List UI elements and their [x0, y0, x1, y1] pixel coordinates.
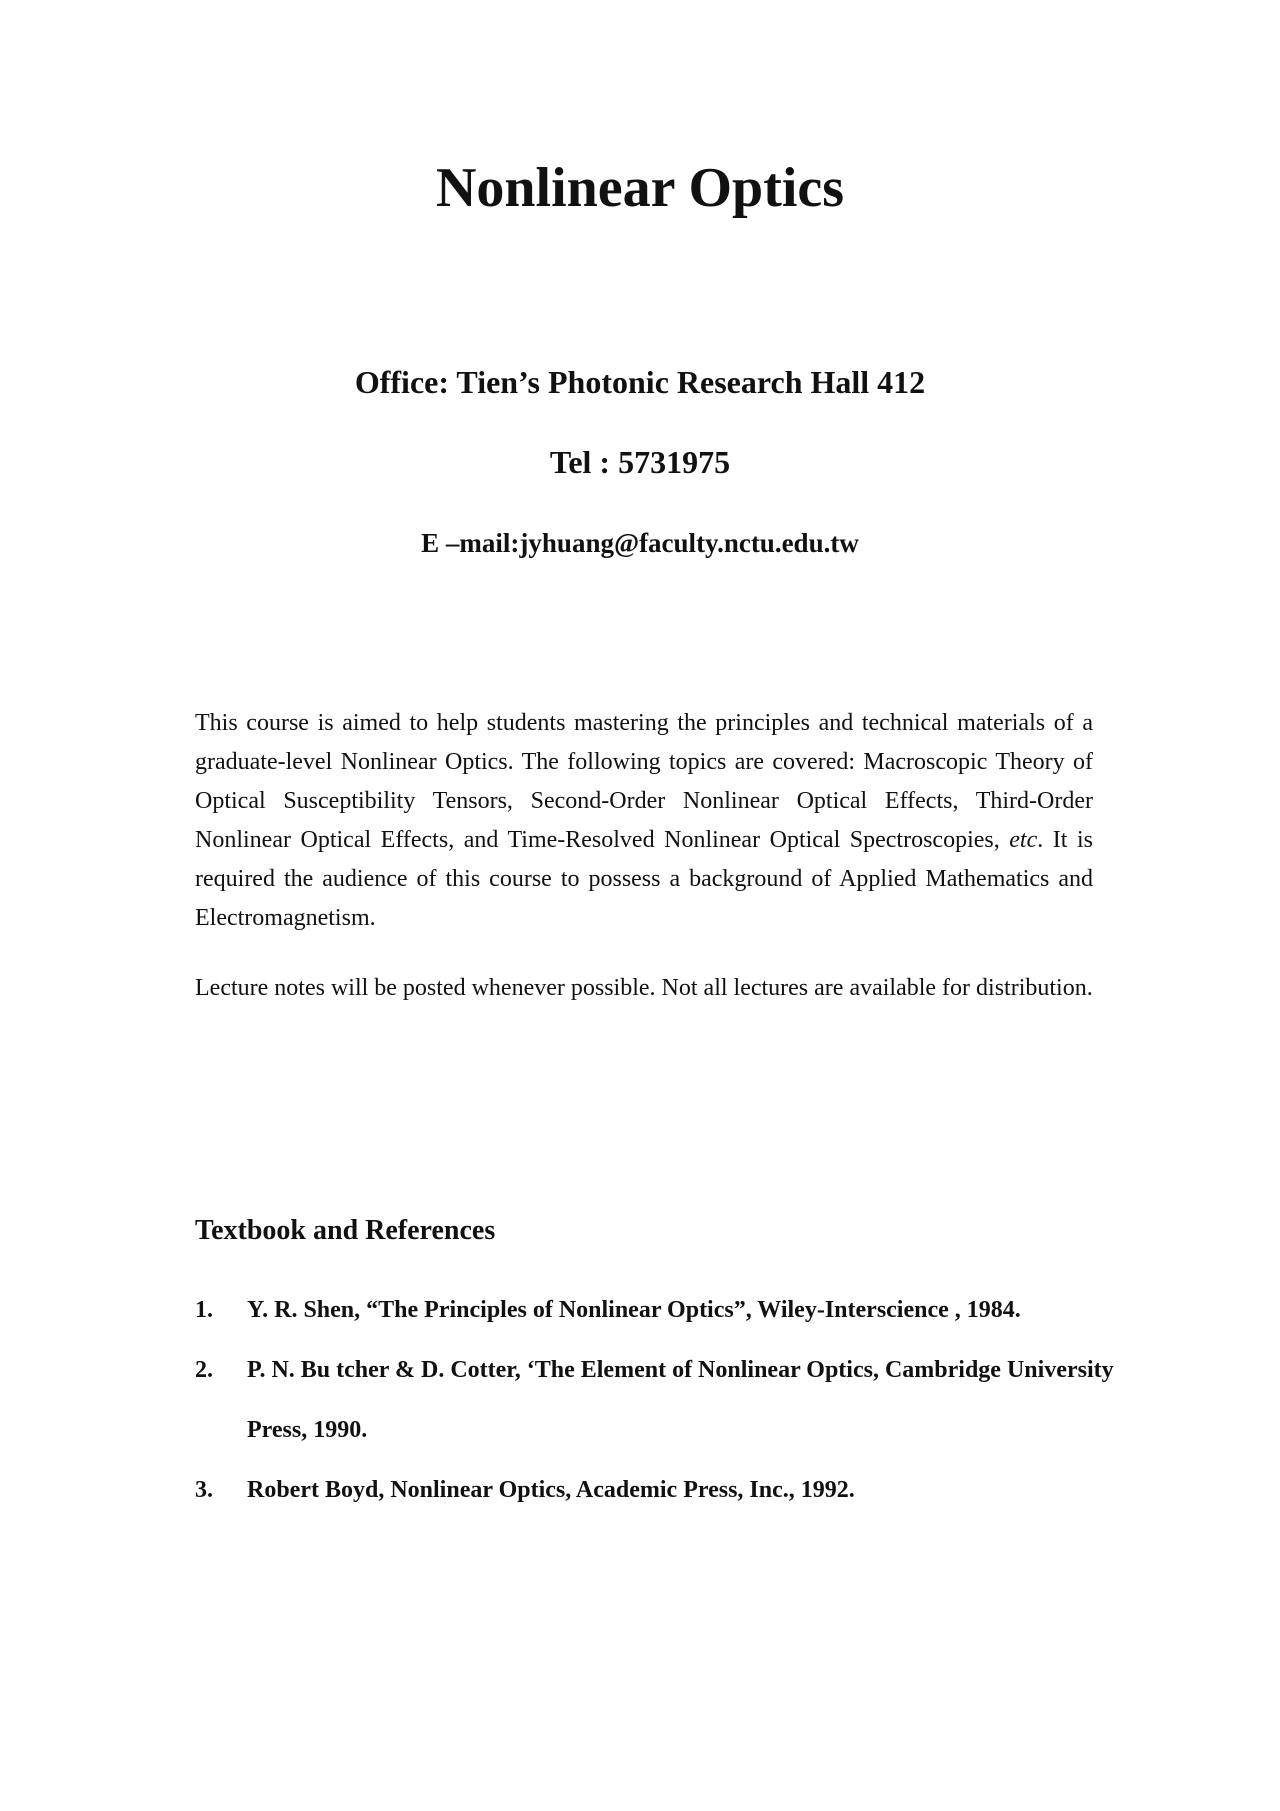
- lecture-notes-info: Lecture notes will be posted whenever possible. Not all lectures are available for distribution.: [195, 975, 1093, 1001]
- reference-text: Robert Boyd, Nonlinear Optics, Academic Press, Inc., 1992.: [247, 1477, 855, 1503]
- reference-item: [195, 1280, 1135, 1340]
- office-info: Office: Tien’s Photonic Research Hall 412: [354, 364, 926, 400]
- email-info: E –mail:jyhuang@faculty.nctu.edu.tw: [421, 528, 859, 558]
- references-list: [195, 1280, 1135, 1520]
- course-description: [195, 704, 1093, 938]
- reference-text: P. N. Bu tcher & D. Cotter, ‘The Element of Nonlinear Optics, Cambridge University Press, 1990.: [247, 1357, 1114, 1443]
- telephone-info: Tel : 5731975: [549, 444, 731, 480]
- reference-number: 3.: [195, 1477, 213, 1503]
- page-title: Nonlinear Optics: [435, 157, 845, 219]
- reference-number: 1.: [195, 1297, 213, 1323]
- course-description-etc: etc: [1009, 827, 1038, 853]
- course-description-text: This course is aimed to help students mastering the principles and technical materials of a graduate-level Nonlinear Optics. The following topics are covered: Macroscopic Theory of Optical Susceptibility Tensors, Second-Order Nonlinear Optical Effects, Third-Order Nonlinear Optical Effects, and Time-Resolved Nonlinear Optical Spectroscopies,: [195, 710, 1093, 853]
- reference-number: 2.: [195, 1357, 213, 1383]
- references-heading: Textbook and References: [195, 1215, 496, 1246]
- reference-item: [195, 1340, 1135, 1460]
- reference-item: [195, 1460, 1135, 1520]
- course-description-text-end: . It is required the audience of this course to possess a background of Applied Mathematics and Electromagnetism.: [195, 827, 1093, 931]
- reference-text: Y. R. Shen, “The Principles of Nonlinear Optics”, Wiley-Interscience , 1984.: [247, 1297, 1021, 1323]
